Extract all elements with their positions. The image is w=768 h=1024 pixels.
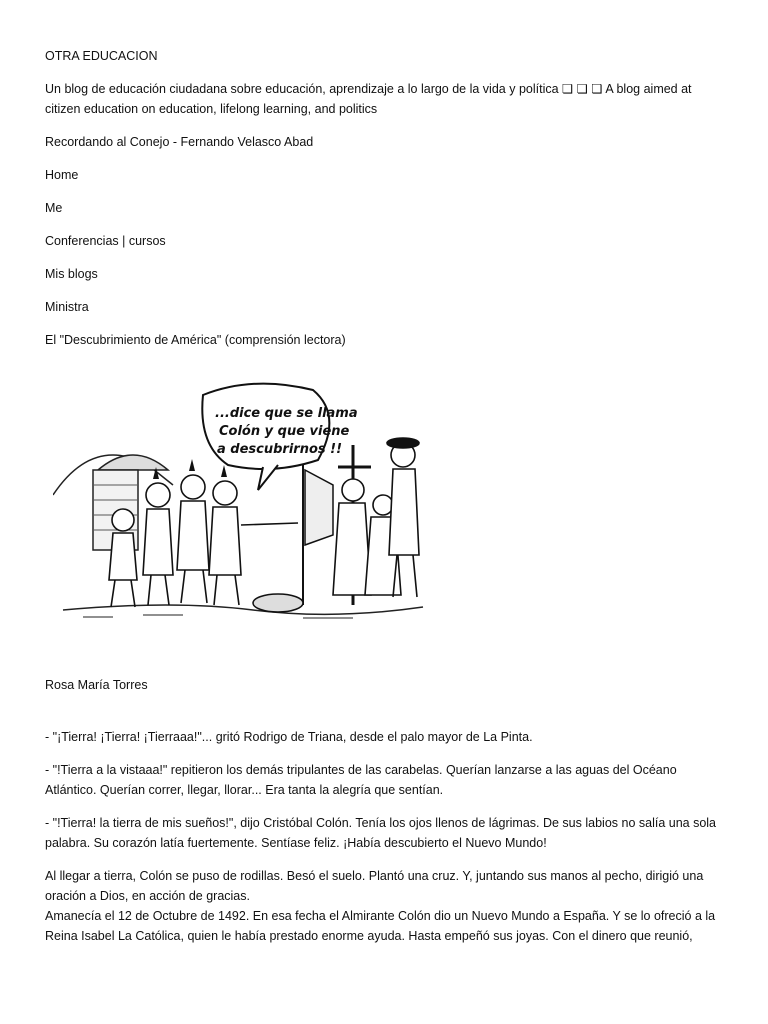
tagline-line-1: Un blog de educación ciudadana sobre educación, aprendizaje a lo largo de la vida y política ❏ ❏ ❏ A blog aimed at bbox=[45, 82, 692, 96]
paragraph-4-line-2: oración a Dios, en acción de gracias. bbox=[45, 889, 250, 903]
paragraph-2-line-2: Atlántico. Querían correr, llegar, llorar... Era tanta la alegría que sentían. bbox=[45, 783, 444, 797]
post-link[interactable]: Recordando al Conejo - Fernando Velasco Abad bbox=[45, 135, 314, 149]
paragraph-3-line-1: - "!Tierra! la tierra de mis sueños!", dijo Cristóbal Colón. Tenía los ojos llenos de lágrimas. De sus labios no salía una sola bbox=[45, 816, 717, 830]
nav-item-conferencias[interactable]: Conferencias | cursos bbox=[45, 234, 166, 248]
article-author: Rosa María Torres bbox=[45, 678, 148, 692]
paragraph-4-line-4: Reina Isabel La Católica, quien le había prestado enorme ayuda. Hasta empeñó sus joyas. Con el dinero que reunió, bbox=[45, 929, 693, 943]
paragraph-4-line-3: Amanecía el 12 de Octubre de 1492. En esa fecha el Almirante Colón dio un Nuevo Mundo a España. Y se lo ofreció a la bbox=[45, 909, 716, 923]
nav-item-me[interactable]: Me bbox=[45, 201, 63, 215]
paragraph-1-line-1: - "¡Tierra! ¡Tierra! ¡Tierraaa!"... gritó Rodrigo de Triana, desde el palo mayor de La Pinta. bbox=[45, 730, 533, 744]
bubble-line-3: a descubrirnos !! bbox=[217, 442, 343, 457]
bubble-line-2: Colón y que viene bbox=[219, 424, 350, 439]
nav-item-mis-blogs[interactable]: Mis blogs bbox=[45, 267, 98, 281]
article-title: El "Descubrimiento de América" (comprensión lectora) bbox=[45, 333, 346, 347]
paragraph-3-line-2: palabra. Su corazón latía fuertemente. Sentíase feliz. ¡Había descubierto el Nuevo Mundo! bbox=[45, 836, 547, 850]
paragraph-4-line-1: Al llegar a tierra, Colón se puso de rodillas. Besó el suelo. Plantó una cruz. Y, juntando sus manos al pecho, dirigió una bbox=[45, 869, 704, 883]
nav-item-home[interactable]: Home bbox=[45, 168, 79, 182]
site-title[interactable]: OTRA EDUCACION bbox=[45, 49, 158, 63]
nav-item-ministra[interactable]: Ministra bbox=[45, 300, 89, 314]
bubble-line-1: ...dice que se llama bbox=[215, 406, 358, 421]
tagline-line-2: citizen education on education, lifelong learning, and politics bbox=[45, 102, 378, 116]
paragraph-2-line-1: - "!Tierra a la vistaaa!" repitieron los demás tripulantes de las carabelas. Querían lanzarse a las aguas del Océano bbox=[45, 763, 677, 777]
cartoon-illustration bbox=[53, 375, 433, 625]
